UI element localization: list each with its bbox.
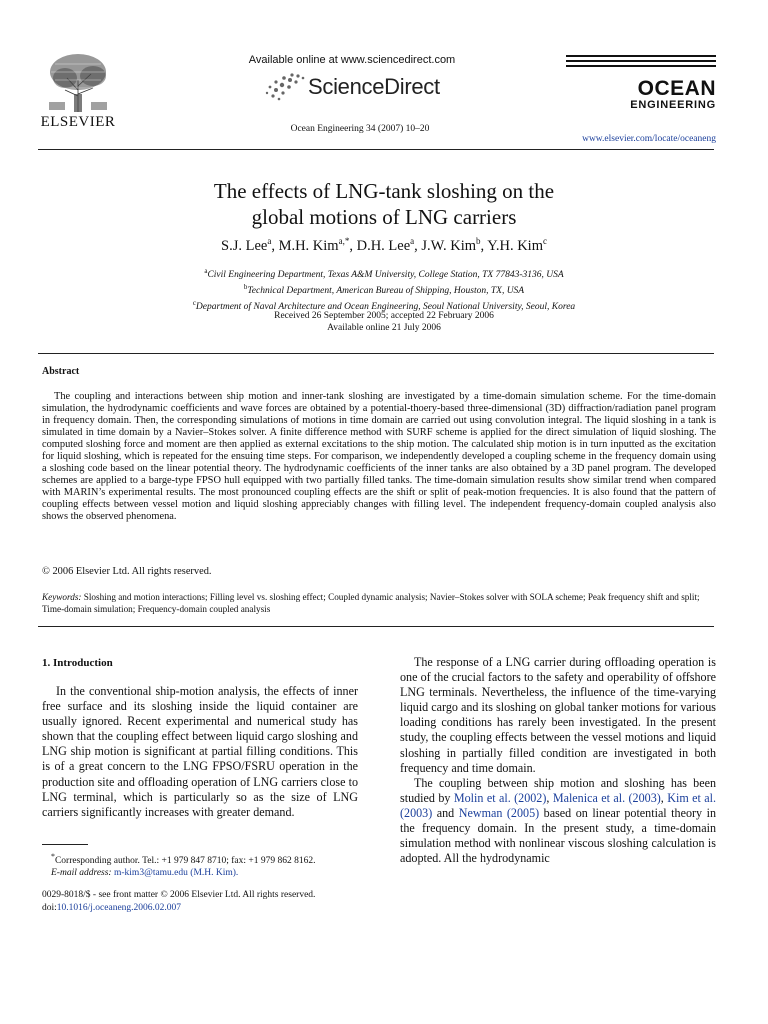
footnote [42,851,382,879]
journal-homepage-link[interactable]: www.elsevier.com/locate/oceaneng [582,134,716,144]
author-name: J.W. Kim [421,237,477,254]
author-affiliation-mark: b [476,236,481,246]
affiliation-text: Civil Engineering Department, Texas A&M University, College Station, TX 77843-3136, USA [207,270,564,281]
abstract-heading: Abstract [42,366,80,377]
left-column [42,684,358,820]
abstract-divider-top [38,353,714,354]
corresponding-author-note [42,851,382,867]
issn-line: 0029-8018/$ - see front matter © 2006 Elsevier Ltd. All rights reserved. [42,890,316,900]
title-line: The effects of LNG-tank sloshing on the [213,179,555,203]
header-divider [38,149,714,150]
email-note [42,867,382,879]
author-name: M.H. Kim [278,237,339,254]
affiliation-line [80,265,688,281]
article-title [134,178,634,230]
reference-link[interactable]: Molin et al. (2002) [453,790,547,805]
author-affiliation-mark: c [543,236,547,246]
reference-link[interactable]: Newman (2005) [458,805,540,820]
reference-link[interactable]: Kim et al. (2003) [400,790,717,820]
abstract-copyright: © 2006 Elsevier Ltd. All rights reserved. [42,566,212,577]
keywords [42,591,716,615]
paragraph-text: , [546,790,553,805]
author-name: D.H. Lee [356,237,411,254]
author-name: Y.H. Kim [487,237,543,254]
sciencedirect-dots-icon [262,72,306,102]
paragraph [400,776,716,867]
journal-name-engineering: ENGINEERING [630,99,716,111]
title-line: global motions of LNG carriers [251,205,517,229]
available-date: Available online 21 July 2006 [327,323,441,333]
affiliation-mark: b [243,283,248,292]
article-dates [184,310,584,334]
author-affiliation-mark: a [267,236,272,246]
received-date: Received 26 September 2005; accepted 22 February 2006 [274,311,494,321]
email-label: E-mail address: [51,868,112,879]
logo-rule [566,55,716,57]
paragraph-text: , [660,790,668,805]
logo-rule [566,60,716,62]
elsevier-logo [36,50,120,131]
abstract-body: The coupling and interactions between ship motion and inner-tank sloshing are investigated by a time-domain simulation scheme. For the time-domain simulation, the hydrodynamic coefficients and wave forces are obtained by a potential-thoery-based three-dimensional (3D) diffraction/radiation panel program in frequency domain. Then, the corresponding simulations of motions in time domain are carried out using convolution integral. The liquid sloshing in a tank is simulated in time domain by a Navier–Stokes solver. A finite difference method with SURF scheme is applied for the direct simulation of liquid sloshing. The computed sloshing force and moment are then applied as external excitations to the ship motion. The calculated ship motion is in turn inputted as the excitation for liquid sloshing, which is repeated for the ensuing time steps. For comparison, we independently developed a coupling scheme in the frequency domain using a sloshing code based on the linear potential theory. The hydrodynamic coefficients of the inner tanks are also obtained by a 3D panel program. The developed schemes are applied to a barge-type FPSO hull equipped with two partially filled tanks. The time-domain simulation results show similar trend when compared with MARIN’s experimental results. The most pronounced coupling effects are the shift or split of peak-motion frequencies. It is also found that the pattern of coupling effects between vessel motion and liquid sloshing appreciably changes with filling level. The independent frequency-domain coupled analysis also shows the observed phenomena. [42,391,716,522]
author-affiliation-mark[interactable]: a,* [338,236,350,246]
doi-line [42,902,402,915]
paragraph-text: and [432,805,459,820]
journal-reference: Ocean Engineering 34 (2007) 10–20 [290,124,430,134]
affiliation-text: Technical Department, American Bureau of Shipping, Houston, TX, USA [247,286,525,297]
affiliation-text: Department of Naval Architecture and Ocean Engineering, Seoul National University, Seoul, Korea [195,302,576,313]
footnote-mark: * [51,852,55,861]
paragraph: In the conventional ship-motion analysis, the effects of inner free surface and its sloshing inside the liquid container are usually ignored. Recent experimental and numerical study has shown that the coupling effect between liquid cargo sloshing and LNG ship motion is significant at partial filling conditions. This is of a great concern to the LNG FPSO/FSRU operation in the production site and offloading operation of LNG carriers close to LNG terminal, which is particularly so as the size of LNG carriers significantly increases with greater demand. [42,684,358,819]
doi-prefix: doi: [42,902,57,913]
keywords-list: Sloshing and motion interactions; Filling level vs. sloshing effect; Coupled dynamic analysis; Navier–Stokes solver with SOLA scheme; Peak frequency shift and split; Time-domain simulation; Frequency-domain coupled analysis [42,592,700,614]
affiliation-mark: a [204,267,208,275]
paragraph-text: The coupling between ship motion and sloshing has been studied by [400,775,716,805]
sciencedirect-wordmark: ScienceDirect [308,74,440,99]
front-matter [42,889,402,914]
footnote-divider [42,844,88,845]
journal-name-ocean: OCEAN [637,77,716,100]
paragraph-text: based on linear potential theory in the frequency domain. In the present study, a time-domain simulation method with nonlinear viscous sloshing calculation is adopted. All the hydrodynamic [400,805,716,866]
doi-link[interactable]: 10.1016/j.oceaneng.2006.02.007 [56,902,182,913]
affiliations [80,265,688,313]
author-affiliation-mark: a [410,236,415,246]
journal-logo [566,52,716,111]
paragraph: The response of a LNG carrier during offloading operation is one of the crucial factors to the safety and operability of offshore LNG terminals. Nevertheless, the influence of the time-varying liquid cargo and its sloshing on global tanker motions for various loading conditions has rarely been investigated. In the present study, the coupling effects between the vessel motions and liquid sloshing in partially filled condition are investigated in both frequency and time domain. [400,655,716,775]
reference-link[interactable]: Malenica et al. (2003) [552,790,661,805]
abstract-divider-bottom [38,626,714,627]
author-name: S.J. Lee [221,237,268,254]
affiliation-line [80,281,688,297]
elsevier-tree-icon [41,50,115,114]
keywords-label: Keywords: [42,592,82,602]
publisher-name: ELSEVIER [40,114,116,130]
logo-rule [566,65,716,67]
affiliation-mark: c [192,299,196,308]
footnote-text: Corresponding author. Tel.: +1 979 847 8710; fax: +1 979 862 8162. [54,856,316,867]
available-online-text: Available online at www.sciencedirect.com [248,54,456,66]
email-link[interactable]: m-kim3@tamu.edu (M.H. Kim). [111,868,239,879]
author-list: S.J. Lee$^a$, M.H. Kim$^{a,*}$, D.H. Lee$^a$, J.W. Kim$^b$, Y.H. Kim$^c$ [221,236,547,254]
section-heading: 1. Introduction [42,657,113,669]
right-column [400,655,716,866]
